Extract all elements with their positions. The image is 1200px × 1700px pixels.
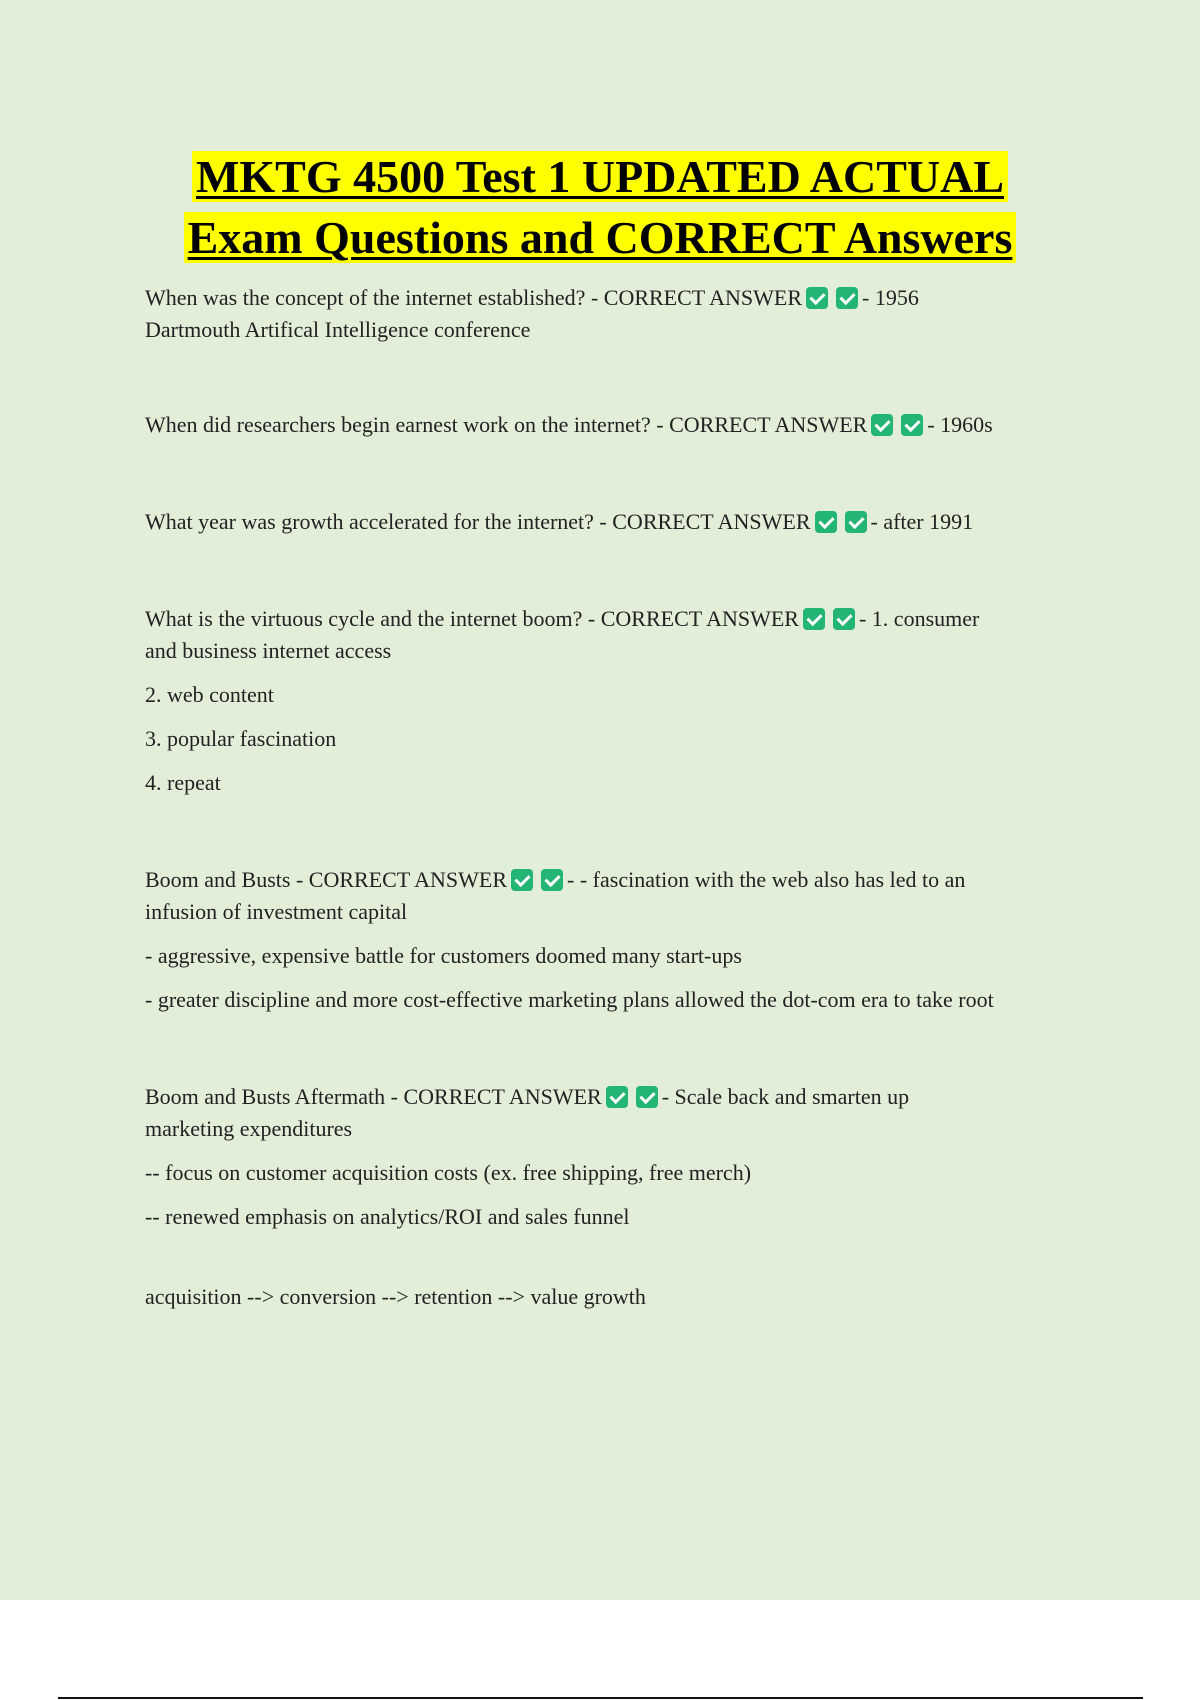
check-square-icon [606,1086,628,1108]
answer-text: - Scale back and smarten up [661,1084,910,1109]
answer-text: - - fascination with the web also has led to an [567,867,966,892]
answer-list-item: 3. popular fascination [145,726,337,751]
check-square-icon [541,869,563,891]
document-title [0,146,1200,268]
check-square-icon [901,414,923,436]
answer-list-item: -- renewed emphasis on analytics/ROI and sales funnel [145,1204,630,1229]
qa-item [145,506,1085,538]
check-square-icon [511,869,533,891]
check-square-icon [815,511,837,533]
answer-list-item: -- focus on customer acquisition costs (ex. free shipping, free merch) [145,1160,752,1185]
answer-list-item: 2. web content [145,682,274,707]
check-square-icon [636,1086,658,1108]
check-square-icon [871,414,893,436]
answer-continuation: Dartmouth Artifical Intelligence conference [145,317,531,342]
answer-list-item: 4. repeat [145,770,221,795]
check-square-icon [806,287,828,309]
check-square-icon [833,608,855,630]
question-text: What is the virtuous cycle and the internet boom? - CORRECT ANSWER [145,606,799,631]
qa-item [145,603,1085,799]
title-line-2: Exam Questions and CORRECT Answers [184,212,1017,263]
answer-continuation: marketing expenditures [145,1116,353,1141]
answer-list-item: - aggressive, expensive battle for customers doomed many start-ups [145,943,742,968]
funnel-flow-text: acquisition --> conversion --> retention --> value growth [145,1284,646,1309]
answer-list-item: - greater discipline and more cost-effective marketing plans allowed the dot-com era to take root [145,987,994,1012]
check-square-icon [836,287,858,309]
check-square-icon [803,608,825,630]
qa-item [145,409,1085,441]
qa-item [145,1081,1085,1313]
question-text: Boom and Busts Aftermath - CORRECT ANSWER [145,1084,602,1109]
answer-text: - 1960s [927,412,993,437]
answer-text: - 1956 [862,285,919,310]
question-text: When did researchers begin earnest work on the internet? - CORRECT ANSWER [145,412,868,437]
question-text: Boom and Busts - CORRECT ANSWER [145,867,508,892]
qa-list [145,282,1085,1313]
page-divider [58,1697,1143,1699]
answer-continuation: infusion of investment capital [145,899,408,924]
qa-item [145,282,1085,346]
qa-item [145,864,1085,1016]
title-line-1: MKTG 4500 Test 1 UPDATED ACTUAL [192,151,1008,202]
question-text: When was the concept of the internet established? - CORRECT ANSWER [145,285,803,310]
answer-text: - 1. consumer [858,606,980,631]
answer-text: - after 1991 [870,509,974,534]
answer-continuation: and business internet access [145,638,392,663]
question-text: What year was growth accelerated for the internet? - CORRECT ANSWER [145,509,811,534]
check-square-icon [845,511,867,533]
